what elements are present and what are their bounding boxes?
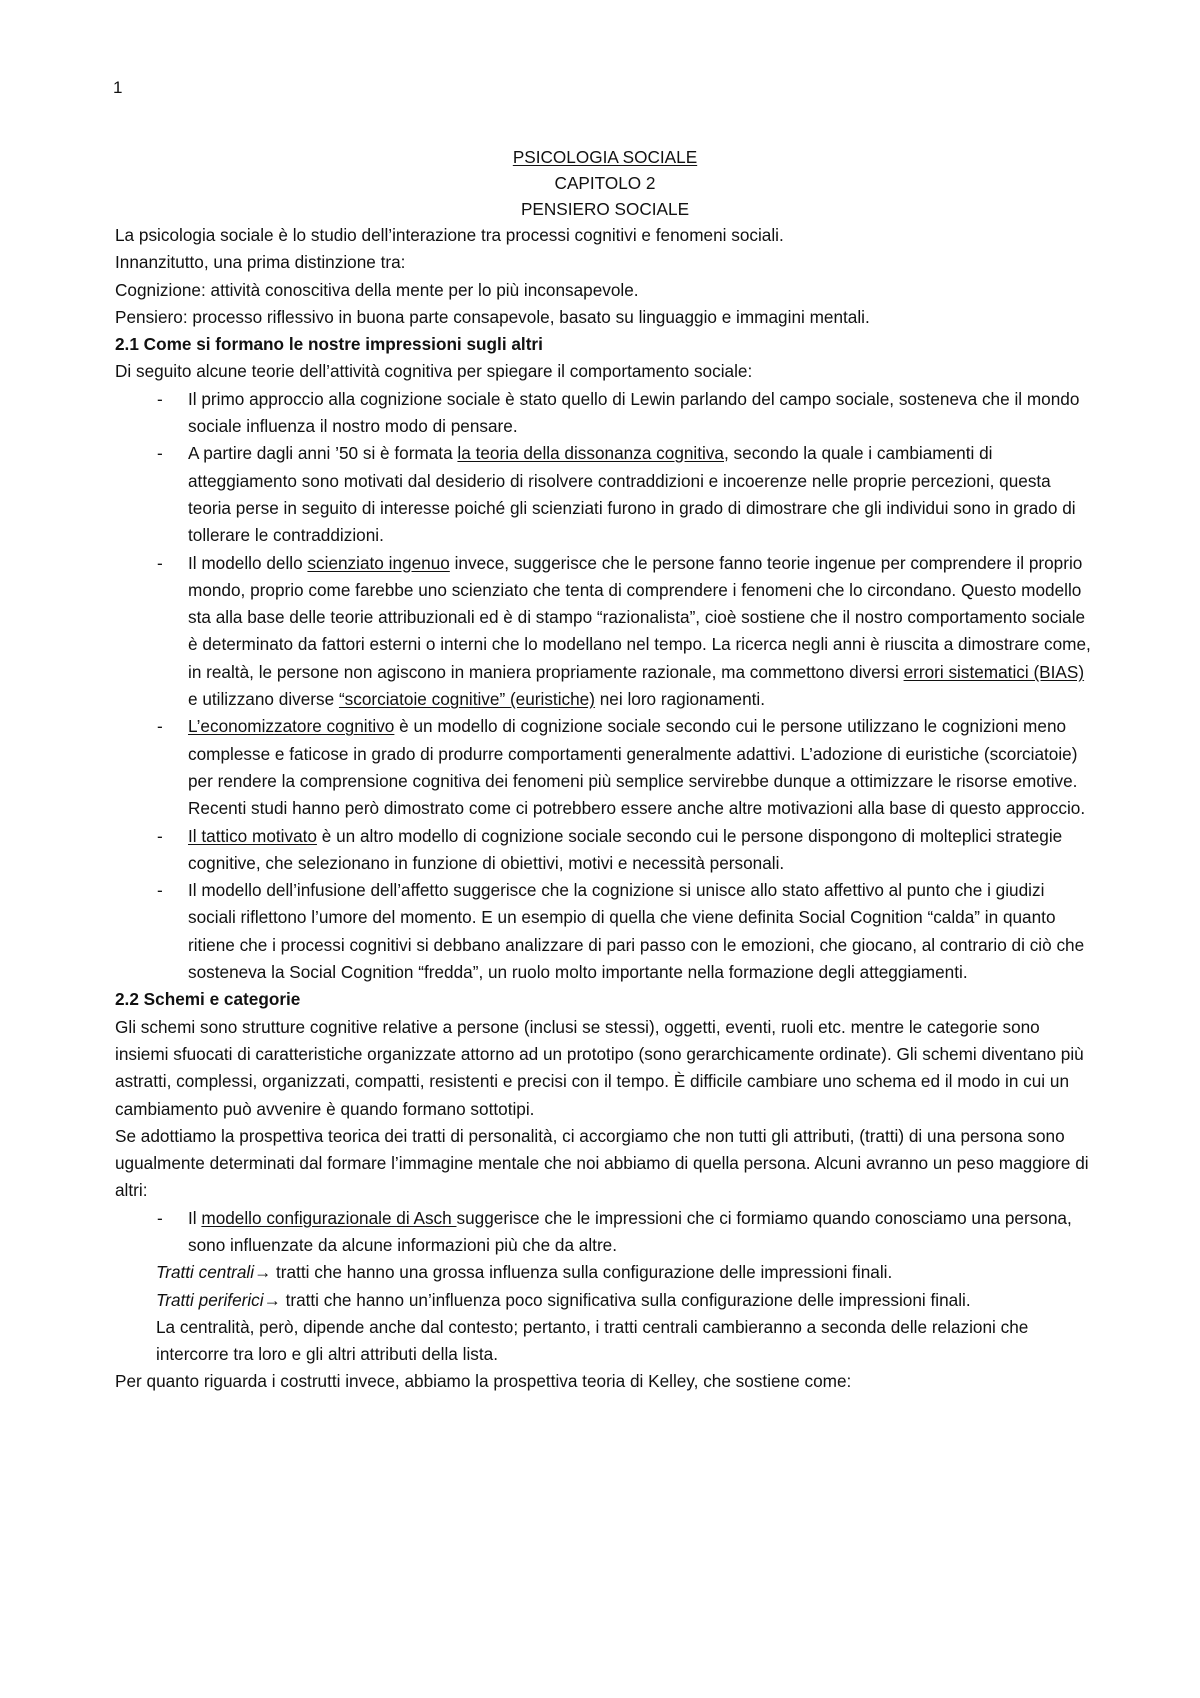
page-number: 1: [113, 78, 123, 97]
arrow-right-icon: →: [263, 1289, 281, 1310]
central-traits-line: [115, 1259, 1095, 1286]
document-title: PSICOLOGIA SOCIALE: [512, 147, 698, 167]
list-item: [115, 440, 1095, 549]
section-lead: Di seguito alcune teorie dell’attività cognitiva per spiegare il comportamento sociale:: [115, 361, 753, 382]
item-text: Il primo approccio alla cognizione sociale è stato quello di Lewin parlando del campo sociale, sosteneva che il mondo sociale influenza il nostro modo di pensare.: [188, 388, 1080, 437]
underlined-term: L’economizzatore cognitivo: [188, 716, 395, 737]
item-text: , secondo la quale i cambiamenti di atteggiamento sono motivati dal desiderio di risolvere contraddizioni e incoerenze nelle proprie percezioni, questa teoria perse in seguito di interesse poiché gli scienziati furono in grado di dimostrare che gli individui sono in grado di tollerare le contraddizioni.: [188, 443, 1076, 546]
intro-line-3: Cognizione: attività conoscitiva della mente per lo più inconsapevole.: [115, 279, 639, 300]
item-text: nei loro ragionamenti.: [594, 689, 766, 710]
intro-line-1: La psicologia sociale è lo studio dell’interazione tra processi cognitivi e fenomeni sociali.: [115, 225, 784, 245]
list-item: [115, 713, 1095, 822]
item-text: e utilizzano diverse: [188, 689, 339, 710]
paragraph: Se adottiamo la prospettiva teorica dei tratti di personalità, ci accorgiamo che non tutti gli attributi, (tratti) di una persona sono ugualmente determinati dal formare l’immagine mentale che noi abbiamo di quella persona. Alcuni avranno un peso maggiore di altri:: [115, 1125, 1089, 1201]
list-item: [115, 1205, 1095, 1260]
underlined-term: scienziato ingenuo: [307, 552, 450, 573]
peripheral-traits-label: Tratti periferici: [156, 1289, 264, 1310]
item-text: Il modello dello: [188, 552, 308, 573]
section-heading-2-1: 2.1 Come si formano le nostre impressioni sugli altri: [115, 334, 543, 355]
document-body: [115, 144, 1095, 1396]
list-item: [115, 550, 1095, 714]
peripheral-traits-text: tratti che hanno un’influenza poco significativa sulla configurazione delle impressioni finali.: [280, 1289, 971, 1310]
theories-list: [115, 386, 1095, 987]
underlined-term: “scorciatoie cognitive” (euristiche): [338, 689, 595, 710]
item-text: è un altro modello di cognizione sociale secondo cui le persone dispongono di molteplici strategie cognitive, che selezionano in funzione di obiettivi, motivi e necessità personali.: [188, 825, 1063, 873]
item-text: Il: [188, 1207, 202, 1228]
section-heading-2-2: 2.2 Schemi e categorie: [115, 989, 301, 1010]
item-text: A partire dagli anni ’50 si è formata: [188, 443, 458, 464]
item-text: invece, suggerisce che le persone fanno teorie ingenue per comprendere il proprio mondo, proprio come farebbe uno scienziato che tenta di comprendere i fenomeni che lo circondano. Questo modello sta alla base delle teorie attribuzionali ed è di stampo “razionalista”, cioè sostiene che il nostro comportamento sociale è determinato da fattori esterni o interni che lo modellano nel tempo. La ricerca negli anni è riuscita a dimostrare come, in realtà, le persone non agiscono in maniera propriamente razionale, ma commettono diversi: [188, 552, 1091, 682]
intro-line-4: Pensiero: processo riflessivo in buona parte consapevole, basato su linguaggio e immagini mentali.: [115, 306, 870, 327]
central-traits-label: Tratti centrali: [156, 1262, 255, 1283]
item-text: è un modello di cognizione sociale secondo cui le persone utilizzano le cognizioni meno complesse e faticose in grado di produrre comportamenti generalmente adattivi. L’adozione di euristiche (scorciatoie) per rendere la comprensione cognitiva dei fenomeni più semplice servirebbe dunque a ottimizzare le risorse emotive. Recenti studi hanno però dimostrato come ci potrebbero essere anche altre motivazioni alla base di questo approccio.: [188, 716, 1086, 819]
list-item: [115, 386, 1095, 441]
underlined-term: la teoria della dissonanza cognitiva: [457, 443, 724, 464]
chapter-title: PENSIERO SOCIALE: [520, 199, 690, 219]
list-item: [115, 823, 1095, 878]
title-block: [115, 144, 1095, 222]
underlined-term: modello configurazionale di Asch: [201, 1207, 457, 1228]
underlined-term: errori sistematici (BIAS): [903, 661, 1085, 682]
chapter-label: CAPITOLO 2: [554, 173, 656, 193]
item-text: Il modello dell’infusione dell’affetto suggerisce che la cognizione si unisce allo stato affettivo al punto che i giudizi sociali riflettono l’umore del momento. E un esempio di quella che viene definita Social Cognition “calda” in quanto ritiene che i processi cognitivi si debbano analizzare di pari passo con le emozioni, che giocano, al contrario di ciò che sosteneva la Social Cognition “fredda”, un ruolo molto importante nella formazione degli atteggiamenti.: [188, 880, 1085, 983]
item-text: suggerisce che le impressioni che ci formiamo quando conosciamo una persona, sono influenzate da alcune informazioni più che da altre.: [188, 1207, 1072, 1255]
kelley-paragraph: Per quanto riguarda i costrutti invece, abbiamo la prospettiva teoria di Kelley, che sostiene come:: [115, 1371, 852, 1392]
centrality-note: La centralità, però, dipende anche dal contesto; pertanto, i tratti centrali cambieranno a seconda delle relazioni che intercorre tra loro e gli altri attributi della lista.: [156, 1316, 1029, 1365]
arrow-right-icon: →: [254, 1262, 272, 1283]
underlined-term: Il tattico motivato: [188, 825, 317, 846]
peripheral-traits-line: [115, 1287, 1095, 1314]
paragraph: Gli schemi sono strutture cognitive relative a persone (inclusi se stessi), oggetti, eventi, ruoli etc. mentre le categorie sono insiemi sfuocati di caratteristiche organizzate attorno ad un prototipo (sono gerarchicamente ordinate). Gli schemi diventano più astratti, complessi, organizzati, compatti, resistenti e precisi con il tempo. È difficile cambiare uno schema ed il modo in cui un cambiamento può avvenire è quando formano sottotipi.: [115, 1016, 1084, 1119]
list-item: [115, 877, 1095, 986]
asch-list: [115, 1205, 1095, 1260]
intro-line-2: Innanzitutto, una prima distinzione tra:: [115, 252, 406, 273]
central-traits-text: tratti che hanno una grossa influenza sulla configurazione delle impressioni finali.: [271, 1262, 893, 1283]
